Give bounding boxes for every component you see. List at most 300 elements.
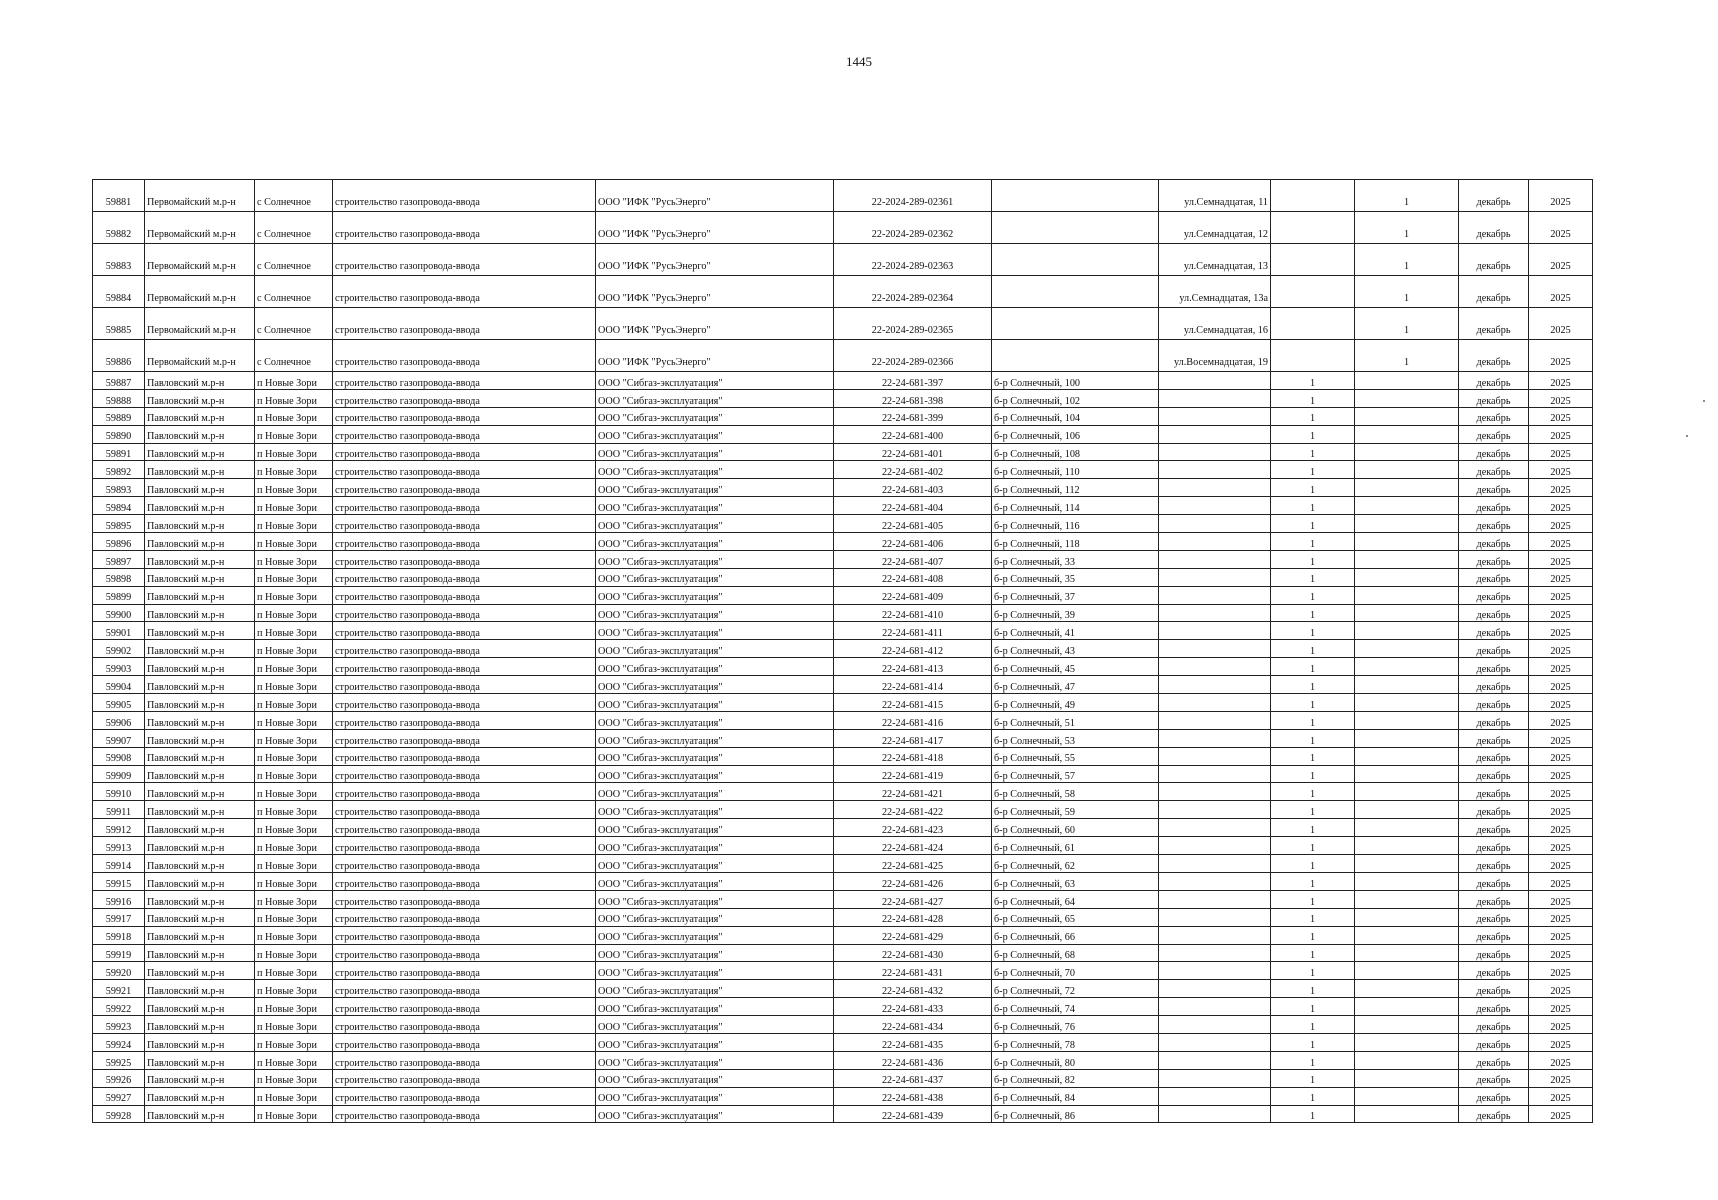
cell-work-type: строительство газопровода-ввода [333,676,596,694]
cell-count-a: 1 [1271,890,1355,908]
cell-address-boulevard: б-р Солнечный, 78 [992,1033,1159,1051]
cell-row-number: 59907 [93,729,145,747]
cell-district: Павловский м.р-н [145,586,255,604]
cell-project-code: 22-2024-289-02363 [834,244,992,276]
cell-work-type: строительство газопровода-ввода [333,461,596,479]
cell-district: Павловский м.р-н [145,962,255,980]
cell-month: декабрь [1459,443,1529,461]
table-row [93,640,1593,658]
cell-settlement: п Новые Зори [255,550,333,568]
cell-work-type: строительство газопровода-ввода [333,801,596,819]
cell-month: декабрь [1459,568,1529,586]
cell-address-boulevard: б-р Солнечный, 104 [992,407,1159,425]
cell-address-boulevard: б-р Солнечный, 86 [992,1105,1159,1123]
cell-count-a: 1 [1271,443,1355,461]
cell-month: декабрь [1459,1105,1529,1123]
cell-row-number: 59914 [93,855,145,873]
cell-settlement: п Новые Зори [255,389,333,407]
cell-project-code: 22-24-681-422 [834,801,992,819]
cell-work-type: строительство газопровода-ввода [333,276,596,308]
cell-settlement: п Новые Зори [255,1051,333,1069]
cell-project-code: 22-24-681-418 [834,747,992,765]
cell-row-number: 59920 [93,962,145,980]
cell-year: 2025 [1529,276,1593,308]
cell-address-boulevard: б-р Солнечный, 114 [992,497,1159,515]
cell-organization: ООО "Сибгаз-эксплуатация" [596,568,834,586]
cell-row-number: 59894 [93,497,145,515]
cell-address-street [1159,443,1271,461]
cell-work-type: строительство газопровода-ввода [333,890,596,908]
cell-year: 2025 [1529,872,1593,890]
cell-year: 2025 [1529,747,1593,765]
cell-month: декабрь [1459,276,1529,308]
cell-district: Павловский м.р-н [145,711,255,729]
cell-organization: ООО "ИФК "РусьЭнерго" [596,180,834,212]
cell-month: декабрь [1459,980,1529,998]
cell-month: декабрь [1459,1016,1529,1034]
cell-project-code: 22-24-681-439 [834,1105,992,1123]
cell-organization: ООО "Сибгаз-эксплуатация" [596,1105,834,1123]
cell-work-type: строительство газопровода-ввода [333,1051,596,1069]
cell-month: декабрь [1459,890,1529,908]
cell-work-type: строительство газопровода-ввода [333,180,596,212]
cell-address-street [1159,622,1271,640]
cell-work-type: строительство газопровода-ввода [333,604,596,622]
cell-count-b [1355,819,1459,837]
cell-work-type: строительство газопровода-ввода [333,658,596,676]
table-row [93,676,1593,694]
cell-address-boulevard [992,244,1159,276]
cell-year: 2025 [1529,479,1593,497]
cell-project-code: 22-24-681-429 [834,926,992,944]
cell-count-a: 1 [1271,1016,1355,1034]
cell-organization: ООО "Сибгаз-эксплуатация" [596,372,834,390]
cell-address-street [1159,926,1271,944]
cell-month: декабрь [1459,533,1529,551]
cell-row-number: 59898 [93,568,145,586]
cell-address-boulevard: б-р Солнечный, 35 [992,568,1159,586]
cell-year: 2025 [1529,658,1593,676]
cell-organization: ООО "Сибгаз-эксплуатация" [596,819,834,837]
cell-count-b [1355,461,1459,479]
cell-address-street [1159,1105,1271,1123]
cell-settlement: п Новые Зори [255,980,333,998]
cell-count-a: 1 [1271,1087,1355,1105]
cell-year: 2025 [1529,515,1593,533]
cell-work-type: строительство газопровода-ввода [333,944,596,962]
cell-work-type: строительство газопровода-ввода [333,711,596,729]
cell-count-b: 1 [1355,212,1459,244]
cell-project-code: 22-24-681-434 [834,1016,992,1034]
cell-row-number: 59924 [93,1033,145,1051]
cell-settlement: с Солнечное [255,244,333,276]
table-row [93,425,1593,443]
cell-address-street [1159,1087,1271,1105]
cell-row-number: 59889 [93,407,145,425]
cell-address-boulevard [992,276,1159,308]
cell-count-a [1271,308,1355,340]
cell-count-a: 1 [1271,837,1355,855]
cell-month: декабрь [1459,872,1529,890]
cell-address-boulevard: б-р Солнечный, 57 [992,765,1159,783]
cell-count-b [1355,944,1459,962]
cell-address-boulevard: б-р Солнечный, 82 [992,1069,1159,1087]
cell-settlement: п Новые Зори [255,855,333,873]
cell-row-number: 59899 [93,586,145,604]
cell-year: 2025 [1529,819,1593,837]
cell-row-number: 59918 [93,926,145,944]
cell-year: 2025 [1529,801,1593,819]
cell-address-boulevard: б-р Солнечный, 110 [992,461,1159,479]
cell-project-code: 22-24-681-407 [834,550,992,568]
cell-settlement: п Новые Зори [255,783,333,801]
cell-work-type: строительство газопровода-ввода [333,694,596,712]
cell-settlement: п Новые Зори [255,515,333,533]
cell-row-number: 59912 [93,819,145,837]
cell-project-code: 22-24-681-412 [834,640,992,658]
cell-year: 2025 [1529,1016,1593,1034]
cell-row-number: 59910 [93,783,145,801]
cell-year: 2025 [1529,944,1593,962]
table-row [93,461,1593,479]
table-row [93,694,1593,712]
cell-project-code: 22-24-681-431 [834,962,992,980]
cell-organization: ООО "Сибгаз-эксплуатация" [596,658,834,676]
cell-address-boulevard: б-р Солнечный, 39 [992,604,1159,622]
cell-settlement: с Солнечное [255,180,333,212]
cell-address-boulevard: б-р Солнечный, 47 [992,676,1159,694]
cell-organization: ООО "Сибгаз-эксплуатация" [596,980,834,998]
cell-settlement: п Новые Зори [255,711,333,729]
cell-settlement: п Новые Зори [255,1016,333,1034]
cell-organization: ООО "ИФК "РусьЭнерго" [596,276,834,308]
cell-organization: ООО "Сибгаз-эксплуатация" [596,765,834,783]
cell-row-number: 59909 [93,765,145,783]
cell-count-b [1355,694,1459,712]
cell-project-code: 22-24-681-399 [834,407,992,425]
cell-district: Павловский м.р-н [145,729,255,747]
table-row [93,908,1593,926]
cell-address-boulevard: б-р Солнечный, 62 [992,855,1159,873]
cell-work-type: строительство газопровода-ввода [333,407,596,425]
cell-row-number: 59883 [93,244,145,276]
cell-row-number: 59925 [93,1051,145,1069]
cell-work-type: строительство газопровода-ввода [333,586,596,604]
cell-row-number: 59884 [93,276,145,308]
cell-project-code: 22-24-681-430 [834,944,992,962]
cell-count-a [1271,212,1355,244]
cell-count-b: 1 [1355,180,1459,212]
cell-district: Павловский м.р-н [145,497,255,515]
cell-count-a: 1 [1271,550,1355,568]
cell-work-type: строительство газопровода-ввода [333,372,596,390]
gas-connection-register-table [92,179,1593,1123]
cell-month: декабрь [1459,855,1529,873]
cell-row-number: 59886 [93,340,145,372]
cell-project-code: 22-24-681-398 [834,389,992,407]
cell-project-code: 22-24-681-402 [834,461,992,479]
cell-organization: ООО "Сибгаз-эксплуатация" [596,908,834,926]
table-row [93,926,1593,944]
cell-settlement: п Новые Зори [255,622,333,640]
cell-count-b [1355,1033,1459,1051]
table-row [93,604,1593,622]
cell-organization: ООО "Сибгаз-эксплуатация" [596,1087,834,1105]
cell-address-street [1159,425,1271,443]
cell-address-street [1159,837,1271,855]
cell-count-b: 1 [1355,340,1459,372]
cell-address-street [1159,962,1271,980]
cell-work-type: строительство газопровода-ввода [333,1016,596,1034]
cell-count-b [1355,998,1459,1016]
table-row [93,533,1593,551]
cell-settlement: п Новые Зори [255,407,333,425]
cell-district: Павловский м.р-н [145,1105,255,1123]
cell-settlement: п Новые Зори [255,926,333,944]
cell-project-code: 22-2024-289-02365 [834,308,992,340]
cell-organization: ООО "Сибгаз-эксплуатация" [596,461,834,479]
table-row [93,550,1593,568]
cell-address-street [1159,783,1271,801]
cell-month: декабрь [1459,908,1529,926]
cell-row-number: 59922 [93,998,145,1016]
cell-year: 2025 [1529,622,1593,640]
cell-settlement: п Новые Зори [255,640,333,658]
cell-address-boulevard: б-р Солнечный, 45 [992,658,1159,676]
cell-count-a: 1 [1271,389,1355,407]
cell-work-type: строительство газопровода-ввода [333,819,596,837]
cell-month: декабрь [1459,926,1529,944]
cell-district: Павловский м.р-н [145,1016,255,1034]
cell-count-b [1355,747,1459,765]
cell-count-b [1355,908,1459,926]
cell-address-boulevard: б-р Солнечный, 66 [992,926,1159,944]
cell-year: 2025 [1529,550,1593,568]
cell-year: 2025 [1529,533,1593,551]
cell-year: 2025 [1529,568,1593,586]
cell-count-a: 1 [1271,1105,1355,1123]
cell-year: 2025 [1529,372,1593,390]
cell-settlement: п Новые Зори [255,425,333,443]
cell-row-number: 59908 [93,747,145,765]
cell-address-street [1159,533,1271,551]
cell-address-street [1159,711,1271,729]
cell-district: Павловский м.р-н [145,747,255,765]
cell-count-a: 1 [1271,819,1355,837]
cell-count-b [1355,980,1459,998]
cell-count-a: 1 [1271,676,1355,694]
cell-project-code: 22-24-681-436 [834,1051,992,1069]
cell-settlement: п Новые Зори [255,801,333,819]
table-row [93,308,1593,340]
table-row [93,658,1593,676]
table-row [93,765,1593,783]
cell-district: Павловский м.р-н [145,855,255,873]
cell-address-boulevard: б-р Солнечный, 112 [992,479,1159,497]
cell-settlement: п Новые Зори [255,604,333,622]
cell-month: декабрь [1459,212,1529,244]
table-row [93,515,1593,533]
cell-settlement: п Новые Зори [255,479,333,497]
cell-settlement: п Новые Зори [255,962,333,980]
cell-organization: ООО "ИФК "РусьЭнерго" [596,308,834,340]
cell-row-number: 59921 [93,980,145,998]
table-row [93,1033,1593,1051]
cell-count-b [1355,890,1459,908]
cell-address-boulevard: б-р Солнечный, 74 [992,998,1159,1016]
cell-district: Первомайский м.р-н [145,340,255,372]
cell-project-code: 22-24-681-421 [834,783,992,801]
cell-district: Павловский м.р-н [145,1051,255,1069]
cell-count-b [1355,604,1459,622]
cell-project-code: 22-24-681-406 [834,533,992,551]
cell-address-boulevard: б-р Солнечный, 53 [992,729,1159,747]
cell-count-b [1355,872,1459,890]
cell-count-b [1355,407,1459,425]
cell-address-street [1159,586,1271,604]
cell-row-number: 59892 [93,461,145,479]
cell-year: 2025 [1529,308,1593,340]
cell-organization: ООО "Сибгаз-эксплуатация" [596,926,834,944]
cell-district: Павловский м.р-н [145,1087,255,1105]
cell-district: Павловский м.р-н [145,980,255,998]
cell-organization: ООО "Сибгаз-эксплуатация" [596,586,834,604]
cell-address-boulevard: б-р Солнечный, 33 [992,550,1159,568]
cell-district: Павловский м.р-н [145,533,255,551]
cell-district: Павловский м.р-н [145,837,255,855]
cell-month: декабрь [1459,676,1529,694]
cell-settlement: п Новые Зори [255,497,333,515]
table-row [93,497,1593,515]
cell-address-street [1159,765,1271,783]
cell-work-type: строительство газопровода-ввода [333,622,596,640]
cell-month: декабрь [1459,837,1529,855]
cell-work-type: строительство газопровода-ввода [333,443,596,461]
cell-organization: ООО "Сибгаз-эксплуатация" [596,479,834,497]
cell-district: Первомайский м.р-н [145,276,255,308]
cell-address-street [1159,855,1271,873]
cell-count-a: 1 [1271,568,1355,586]
cell-district: Павловский м.р-н [145,783,255,801]
cell-count-a: 1 [1271,407,1355,425]
cell-month: декабрь [1459,586,1529,604]
cell-month: декабрь [1459,604,1529,622]
cell-address-boulevard: б-р Солнечный, 116 [992,515,1159,533]
table-row [93,479,1593,497]
cell-organization: ООО "Сибгаз-эксплуатация" [596,837,834,855]
table-row [93,407,1593,425]
cell-count-b [1355,389,1459,407]
cell-count-a: 1 [1271,998,1355,1016]
cell-district: Павловский м.р-н [145,443,255,461]
table-row [93,340,1593,372]
cell-count-a [1271,276,1355,308]
cell-address-street: ул.Семнадцатая, 13 [1159,244,1271,276]
cell-project-code: 22-24-681-397 [834,372,992,390]
cell-year: 2025 [1529,711,1593,729]
table-row [93,872,1593,890]
cell-work-type: строительство газопровода-ввода [333,837,596,855]
cell-month: декабрь [1459,461,1529,479]
cell-district: Павловский м.р-н [145,389,255,407]
cell-count-a [1271,244,1355,276]
table-row [93,1016,1593,1034]
cell-year: 2025 [1529,962,1593,980]
cell-organization: ООО "Сибгаз-эксплуатация" [596,425,834,443]
cell-settlement: п Новые Зори [255,944,333,962]
cell-row-number: 59893 [93,479,145,497]
cell-project-code: 22-24-681-411 [834,622,992,640]
cell-settlement: п Новые Зори [255,765,333,783]
cell-address-boulevard: б-р Солнечный, 102 [992,389,1159,407]
cell-row-number: 59897 [93,550,145,568]
cell-count-a: 1 [1271,1069,1355,1087]
cell-settlement: п Новые Зори [255,872,333,890]
cell-project-code: 22-24-681-404 [834,497,992,515]
cell-count-a: 1 [1271,515,1355,533]
cell-row-number: 59900 [93,604,145,622]
cell-month: декабрь [1459,747,1529,765]
cell-month: декабрь [1459,389,1529,407]
cell-address-boulevard: б-р Солнечный, 63 [992,872,1159,890]
cell-month: декабрь [1459,372,1529,390]
table-row [93,890,1593,908]
cell-row-number: 59919 [93,944,145,962]
cell-organization: ООО "Сибгаз-эксплуатация" [596,407,834,425]
table-row [93,1105,1593,1123]
cell-work-type: строительство газопровода-ввода [333,1033,596,1051]
cell-settlement: п Новые Зори [255,658,333,676]
cell-organization: ООО "Сибгаз-эксплуатация" [596,998,834,1016]
cell-year: 2025 [1529,586,1593,604]
cell-month: декабрь [1459,998,1529,1016]
cell-address-street [1159,550,1271,568]
cell-address-street [1159,568,1271,586]
cell-settlement: п Новые Зори [255,533,333,551]
cell-address-street [1159,1051,1271,1069]
cell-organization: ООО "Сибгаз-эксплуатация" [596,855,834,873]
cell-address-street [1159,729,1271,747]
cell-work-type: строительство газопровода-ввода [333,550,596,568]
cell-district: Павловский м.р-н [145,550,255,568]
cell-organization: ООО "Сибгаз-эксплуатация" [596,890,834,908]
cell-work-type: строительство газопровода-ввода [333,926,596,944]
cell-organization: ООО "ИФК "РусьЭнерго" [596,340,834,372]
cell-project-code: 22-24-681-428 [834,908,992,926]
cell-settlement: с Солнечное [255,340,333,372]
cell-year: 2025 [1529,890,1593,908]
cell-settlement: с Солнечное [255,276,333,308]
scan-speck [1686,435,1688,437]
cell-month: декабрь [1459,765,1529,783]
table-row [93,443,1593,461]
cell-row-number: 59923 [93,1016,145,1034]
cell-organization: ООО "Сибгаз-эксплуатация" [596,497,834,515]
cell-organization: ООО "Сибгаз-эксплуатация" [596,389,834,407]
cell-project-code: 22-24-681-400 [834,425,992,443]
cell-district: Первомайский м.р-н [145,180,255,212]
cell-address-boulevard: б-р Солнечный, 41 [992,622,1159,640]
table-row [93,586,1593,604]
cell-settlement: п Новые Зори [255,586,333,604]
cell-month: декабрь [1459,550,1529,568]
cell-project-code: 22-24-681-416 [834,711,992,729]
cell-district: Павловский м.р-н [145,801,255,819]
cell-count-b: 1 [1355,308,1459,340]
cell-row-number: 59913 [93,837,145,855]
cell-organization: ООО "Сибгаз-эксплуатация" [596,676,834,694]
cell-district: Павловский м.р-н [145,819,255,837]
